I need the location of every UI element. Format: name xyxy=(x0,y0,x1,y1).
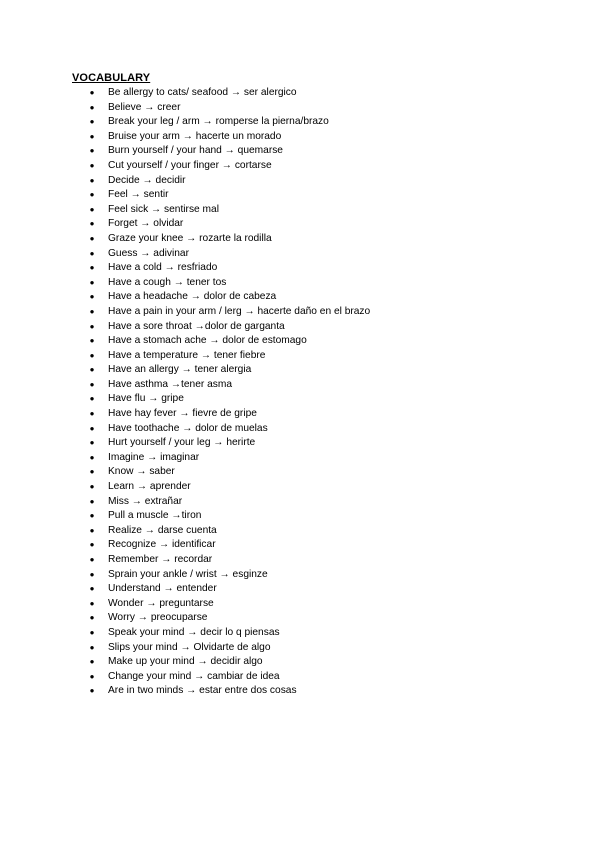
bullet-icon: ● xyxy=(89,306,95,316)
bullet-icon: ● xyxy=(89,569,95,579)
bullet-icon: ● xyxy=(89,598,95,608)
vocab-term: Feel sick → sentirse mal xyxy=(108,203,219,215)
bullet-icon: ● xyxy=(89,263,95,273)
bullet-icon: ● xyxy=(89,102,95,112)
bullet-icon: ● xyxy=(89,555,95,564)
bullet-icon: ● xyxy=(89,467,95,477)
vocab-term: Have a sore throat →dolor de garganta xyxy=(108,320,285,332)
bullet-icon: ● xyxy=(89,438,95,448)
bullet-icon: ● xyxy=(89,379,95,389)
vocab-term: Pull a muscle →tiron xyxy=(108,510,202,522)
vocab-term: Graze your knee → rozarte la rodilla xyxy=(108,232,272,244)
vocab-term: Slips your mind → Olvidarte de algo xyxy=(108,641,271,653)
bullet-icon: ● xyxy=(89,613,95,623)
bullet-icon: ● xyxy=(89,394,95,404)
vocab-term: Forget → olvidar xyxy=(108,218,184,230)
bullet-icon: ● xyxy=(89,409,95,419)
vocab-term: Have a headache → dolor de cabeza xyxy=(108,291,277,303)
bullet-icon: ● xyxy=(89,175,95,185)
bullet-icon: ● xyxy=(89,336,95,346)
vocab-term: Feel → sentir xyxy=(108,189,169,201)
vocab-term: Have a pain in your arm / lerg → hacerte daño en el brazo xyxy=(108,305,371,317)
bullet-icon: ● xyxy=(89,117,95,127)
vocab-term: Burn yourself / your hand → quemarse xyxy=(108,145,283,157)
vocab-term: Change your mind → cambiar de idea xyxy=(108,670,280,682)
bullet-icon: ● xyxy=(89,204,95,214)
bullet-icon: ● xyxy=(89,146,95,156)
bullet-icon: ● xyxy=(89,452,95,462)
vocabulary-heading: VOCABULARY xyxy=(72,72,151,84)
bullet-icon: ● xyxy=(89,686,95,696)
vocab-term: Break your leg / arm → romperse la pierna/brazo xyxy=(108,116,329,128)
vocab-term: Remember → recordar xyxy=(108,554,213,565)
bullet-icon: ● xyxy=(89,190,95,200)
bullet-icon: ● xyxy=(89,292,95,302)
bullet-icon: ● xyxy=(89,671,95,681)
vocab-term: Wonder → preguntarse xyxy=(108,597,214,609)
vocab-term: Make up your mind → decidir algo xyxy=(108,656,263,668)
vocab-term: Have asthma →tener asma xyxy=(108,378,233,390)
bullet-icon: ● xyxy=(89,642,95,652)
bullet-icon: ● xyxy=(89,131,95,141)
bullet-icon: ● xyxy=(89,88,95,97)
vocab-term: Believe → creer xyxy=(108,101,181,113)
bullet-icon: ● xyxy=(89,219,95,229)
bullet-icon: ● xyxy=(89,525,95,535)
vocab-term: Sprain your ankle / wrist → esginze xyxy=(108,568,268,580)
bullet-icon: ● xyxy=(89,321,95,331)
vocab-term: Have a stomach ache → dolor de estomago xyxy=(108,335,307,347)
vocab-term: Hurt yourself / your leg → herirte xyxy=(108,437,256,449)
vocab-term: Have flu → gripe xyxy=(108,393,184,405)
bullet-icon: ● xyxy=(89,365,95,375)
vocab-term: Have a cold → resfriado xyxy=(108,262,218,274)
vocab-term: Have a cough → tener tos xyxy=(108,276,227,288)
bullet-icon: ● xyxy=(89,657,95,667)
bullet-icon: ● xyxy=(89,233,95,243)
vocab-term: Realize → darse cuenta xyxy=(108,524,217,536)
vocab-term: Have an allergy → tener alergia xyxy=(108,364,252,376)
vocab-term: Worry → preocuparse xyxy=(108,612,208,624)
bullet-icon: ● xyxy=(89,482,95,492)
vocab-term: Decide → decidir xyxy=(108,174,186,186)
vocab-term: Be allergy to cats/ seafood → ser alergico xyxy=(108,87,297,98)
vocab-term: Learn → aprender xyxy=(108,481,191,493)
vocab-term: Are in two minds → estar entre dos cosas xyxy=(108,685,297,697)
bullet-icon: ● xyxy=(89,627,95,637)
vocab-term: Have a temperature → tener fiebre xyxy=(108,349,266,361)
vocab-term: Guess → adivinar xyxy=(108,247,189,259)
bullet-icon: ● xyxy=(89,423,95,433)
vocab-term: Know → saber xyxy=(108,466,175,478)
bullet-icon: ● xyxy=(89,350,95,360)
vocab-term: Recognize → identificar xyxy=(108,539,216,551)
bullet-icon: ● xyxy=(89,584,95,594)
vocab-term: Miss → extrañar xyxy=(108,495,183,507)
bullet-icon: ● xyxy=(89,160,95,170)
vocab-term: Understand → entender xyxy=(108,583,217,595)
bullet-icon: ● xyxy=(89,540,95,550)
vocab-term: Have toothache → dolor de muelas xyxy=(108,422,268,434)
vocab-term: Speak your mind → decir lo q piensas xyxy=(108,626,280,638)
vocab-term: Cut yourself / your finger → cortarse xyxy=(108,159,272,171)
vocab-term: Have hay fever → fievre de gripe xyxy=(108,408,257,420)
bullet-icon: ● xyxy=(89,277,95,287)
vocab-term: Imagine → imaginar xyxy=(108,451,200,463)
bullet-icon: ● xyxy=(89,248,95,258)
bullet-icon: ● xyxy=(89,511,95,521)
bullet-icon: ● xyxy=(89,496,95,506)
vocab-term: Bruise your arm → hacerte un morado xyxy=(108,130,282,142)
